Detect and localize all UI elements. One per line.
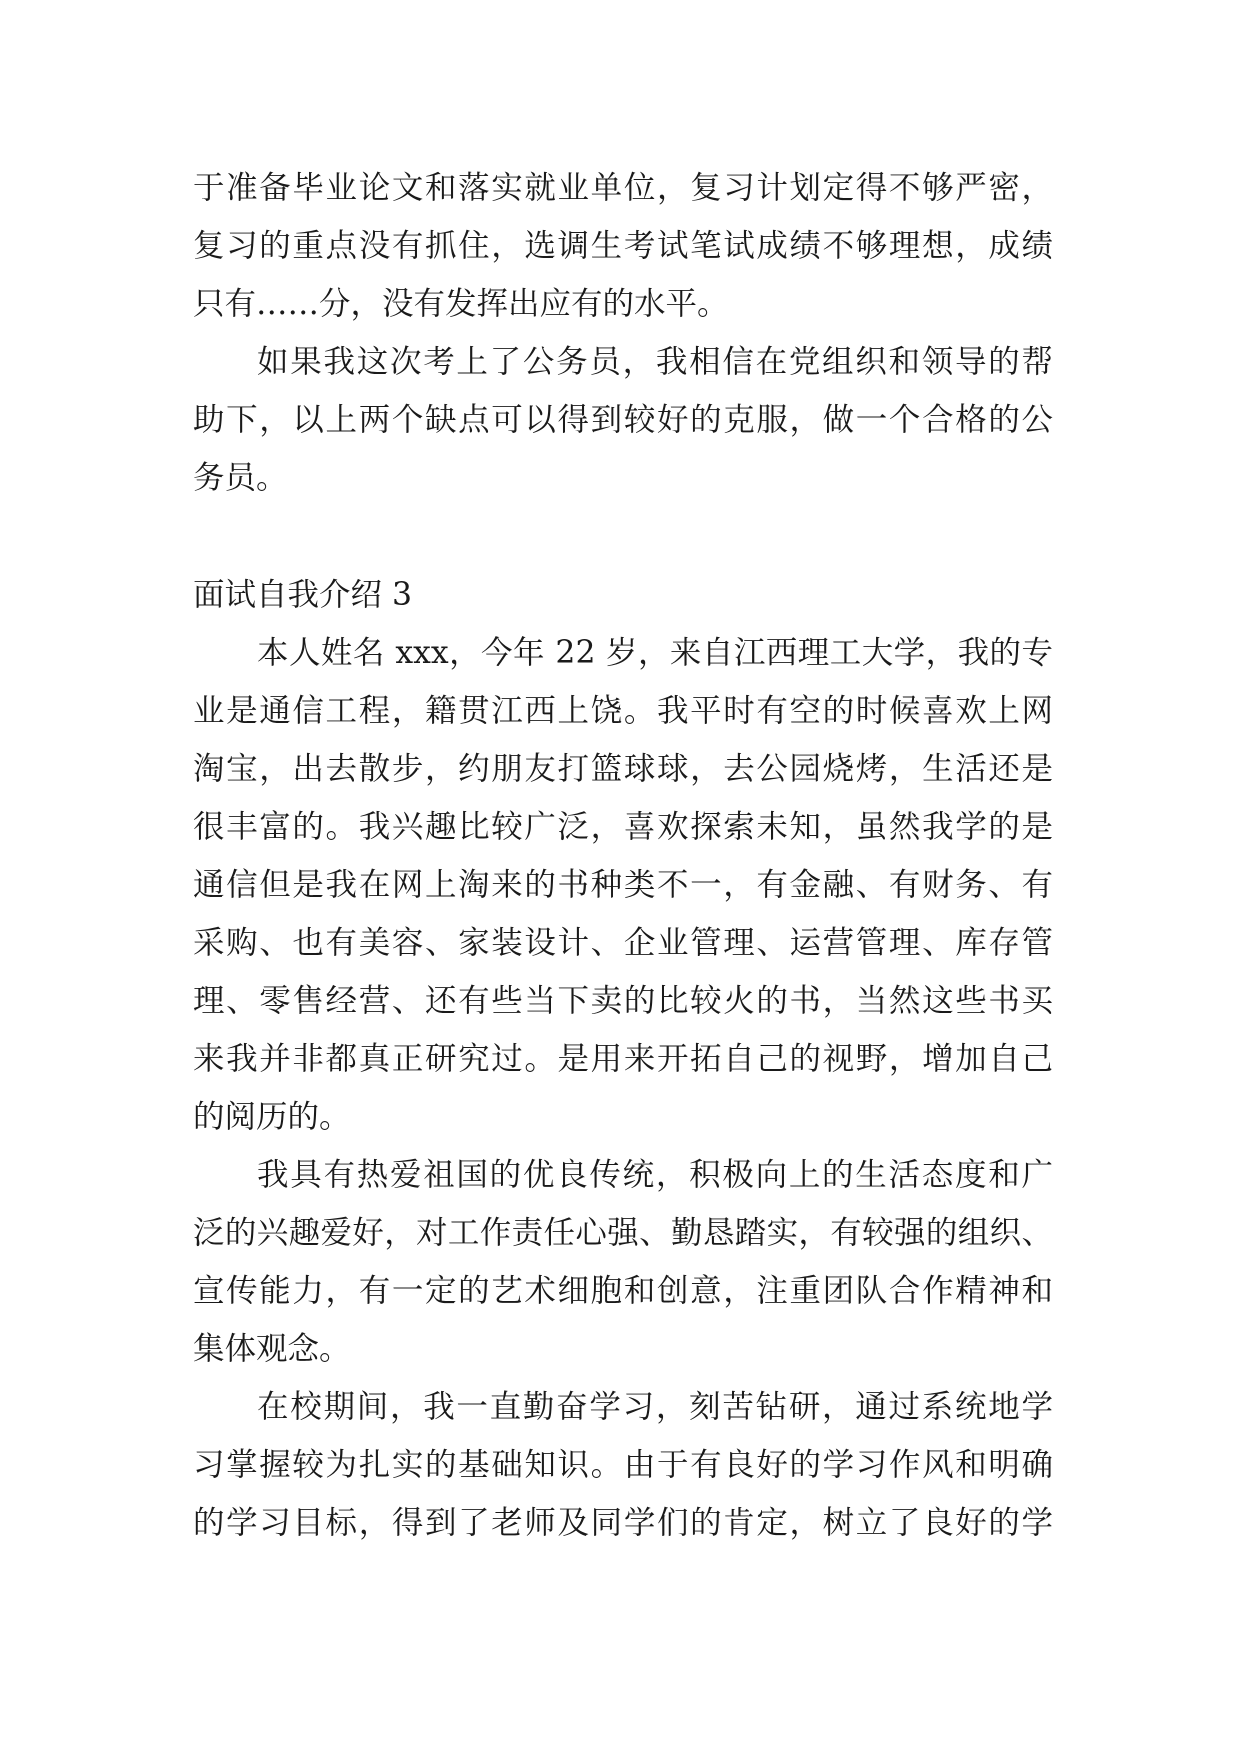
text-line: 泛的兴趣爱好，对工作责任心强、勤恳踏实，有较强的组织、 bbox=[193, 1215, 1053, 1251]
text-line: 复习的重点没有抓住，选调生考试笔试成绩不够理想，成绩 bbox=[193, 228, 1053, 264]
text-line: 很丰富的。我兴趣比较广泛，喜欢探索未知，虽然我学的是 bbox=[193, 809, 1053, 845]
text-line: 淘宝，出去散步，约朋友打篮球球，去公园烧烤，生活还是 bbox=[193, 751, 1053, 787]
text-line: 业是通信工程，籍贯江西上饶。我平时有空的时候喜欢上网 bbox=[193, 693, 1053, 729]
text-line: 务员。 bbox=[193, 460, 288, 496]
section-title: 面试自我介绍 3 bbox=[193, 577, 413, 613]
text-line: 于准备毕业论文和落实就业单位，复习计划定得不够严密， bbox=[193, 170, 1053, 206]
text-line: 的学习目标，得到了老师及同学们的肯定，树立了良好的学 bbox=[193, 1505, 1053, 1541]
text-line: 只有……分，没有发挥出应有的水平。 bbox=[193, 286, 729, 322]
text-line: 理、零售经营、还有些当下卖的比较火的书，当然这些书买 bbox=[193, 983, 1053, 1019]
text-line: 集体观念。 bbox=[193, 1331, 351, 1367]
text-line: 在校期间，我一直勤奋学习，刻苦钻研，通过系统地学 bbox=[257, 1389, 1053, 1425]
text-line: 的阅历的。 bbox=[193, 1099, 351, 1135]
text-line: 宣传能力，有一定的艺术细胞和创意，注重团队合作精神和 bbox=[193, 1273, 1053, 1309]
text-line: 本人姓名 xxx，今年 22 岁，来自江西理工大学，我的专 bbox=[257, 635, 1053, 671]
text-line: 采购、也有美容、家装设计、企业管理、运营管理、库存管 bbox=[193, 925, 1053, 961]
text-line: 我具有热爱祖国的优良传统，积极向上的生活态度和广 bbox=[257, 1157, 1053, 1193]
text-line: 如果我这次考上了公务员，我相信在党组织和领导的帮 bbox=[257, 344, 1053, 380]
text-line: 习掌握较为扎实的基础知识。由于有良好的学习作风和明确 bbox=[193, 1447, 1053, 1483]
text-line: 通信但是我在网上淘来的书种类不一，有金融、有财务、有 bbox=[193, 867, 1053, 903]
text-line: 来我并非都真正研究过。是用来开拓自己的视野，增加自己 bbox=[193, 1041, 1053, 1077]
text-line: 助下，以上两个缺点可以得到较好的克服，做一个合格的公 bbox=[193, 402, 1053, 438]
